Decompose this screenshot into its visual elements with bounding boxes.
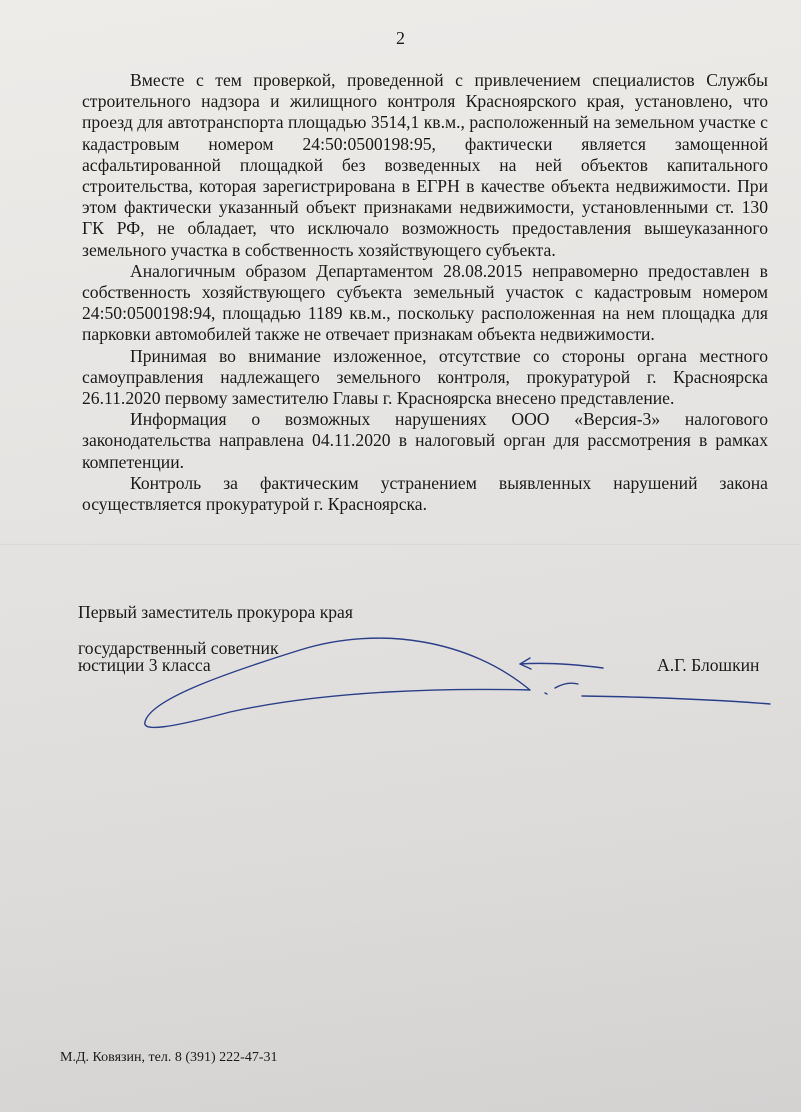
signature-stroke-upper [520, 663, 603, 668]
signature-dot [545, 693, 547, 694]
rank-line-2: юстиции 3 класса [78, 655, 211, 675]
paragraph-tax-info: Информация о возможных нарушениях ООО «Версия-3» налогового законодательства направлена 04.11.2020 в налоговый орган для рассмотрения в рамках компетенции. [82, 409, 768, 472]
paragraph-representation: Принимая во внимание изложенное, отсутствие со стороны органа местного самоуправления надлежащего земельного контроля, прокуратурой г. Красноярска 26.11.2020 первому заместителю Главы г. Красноярска внесено представление. [82, 345, 768, 409]
signature-underline [582, 696, 770, 704]
letter-body [82, 70, 768, 515]
paragraph-inspection: Вместе с тем проверкой, проведенной с привлечением специалистов Службы строительного надзора и жилищного контроля Красноярского края, установлено, что проезд для автотранспорта площадью 3514,1 кв.м., расположенный на земельном участке с кадастровым номером 24:50:0500198:95, фактически является замощенной асфальтированной площадкой без возведенных на ней объектов капитального строительства, которая зарегистрирована в ЕГРН в качестве объекта недвижимости. При этом фактически указанный объект признаками недвижимости, установленными ст. 130 ГК РФ, не обладает, что исключало возможность предоставления вышеуказанного земельного участка в собственность хозяйствующего субъекта. [82, 70, 768, 260]
page-number: 2 [396, 28, 405, 48]
executor-contact: М.Д. Ковязин, тел. 8 (391) 222-47-31 [60, 1050, 278, 1065]
paper-fold [0, 543, 801, 546]
paragraph-control: Контроль за фактическим устранением выявленных нарушений закона осуществляется прокуратурой г. Красноярска. [82, 472, 768, 515]
signature-arrow [520, 658, 531, 669]
signature-dash [555, 683, 578, 688]
signatory-rank [78, 640, 279, 674]
paragraph-analogous: Аналогичным образом Департаментом 28.08.2015 неправомерно предоставлен в собственность хозяйствующего субъекта земельный участок с кадастровым номером 24:50:0500198:94, площадью 1189 кв.м., поскольку расположенная на нем площадка для парковки автомобилей также не отвечает признакам объекта недвижимости. [82, 260, 768, 345]
signatory-name: А.Г. Блошкин [657, 655, 760, 675]
rank-line-1: государственный советник [78, 638, 279, 658]
signatory-position: Первый заместитель прокурора края [78, 602, 353, 622]
